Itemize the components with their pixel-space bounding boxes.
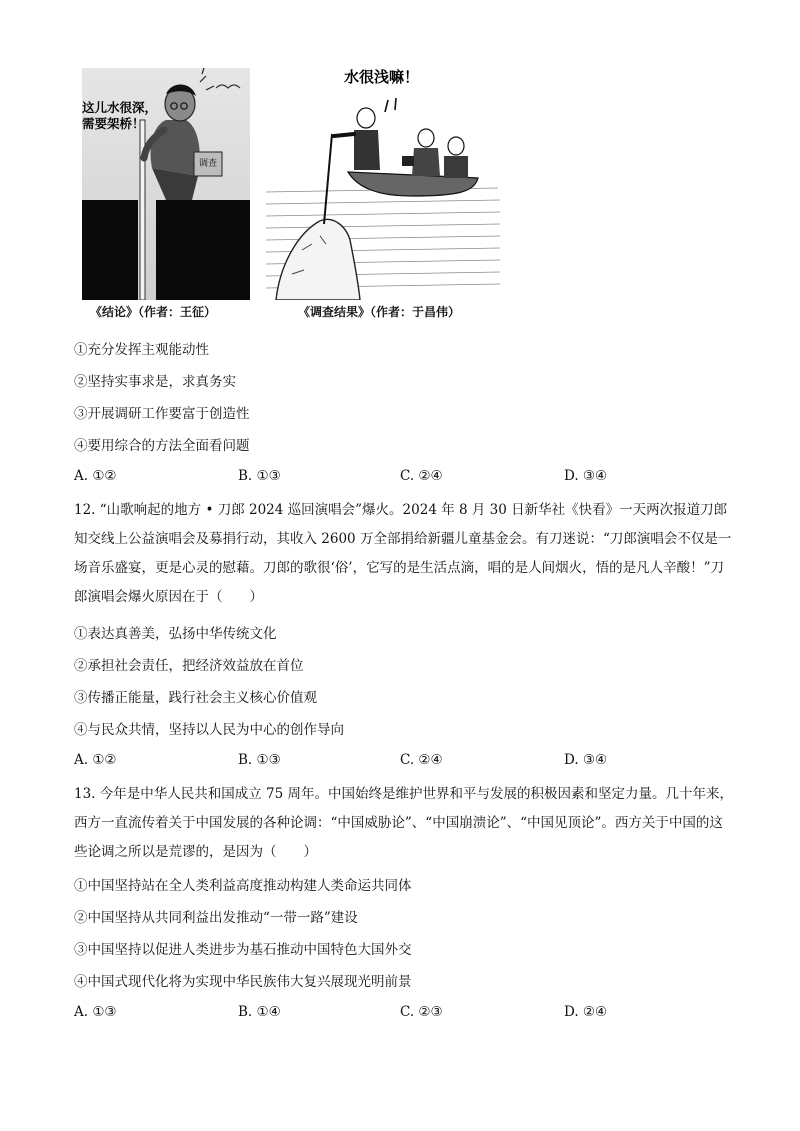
q13-option-3: ③中国坚持以促进人类进步为基石推动中国特色大国外交	[74, 942, 412, 958]
q13-choice-a[interactable]: A. ①③	[74, 1004, 117, 1020]
cartoon-survey-result	[262, 64, 504, 300]
speech-line-1: 这儿水很深，	[82, 100, 158, 115]
caption-survey-result: 《调查结果》（作者：于昌伟）	[298, 305, 461, 319]
box-stamp: 调查	[198, 159, 217, 169]
q12-choices	[74, 752, 734, 772]
q13-option-1: ①中国坚持站在全人类利益高度推动构建人类命运共同体	[74, 878, 412, 894]
q13-stem: 13. 今年是中华人民共和国成立 75 周年。中国始终是维护世界和平与发展的积极因素和坚定力量。几十年来，西方一直流传着关于中国发展的各种论调：“中国威胁论”、“中国崩溃论”、“中国见顶论”。西方关于中国的这些论调之所以是荒谬的，是因为（ ）	[74, 786, 734, 860]
q13-choices	[74, 1004, 734, 1024]
q12-option-1: ①表达真善美，弘扬中华传统文化	[74, 626, 277, 642]
q11-choice-d[interactable]: D. ③④	[564, 468, 608, 484]
caption-conclusion: 《结论》（作者：王征）	[90, 305, 217, 319]
q11-option-4: ④要用综合的方法全面看问题	[74, 438, 250, 454]
cartoon-survey-drawing	[262, 64, 504, 300]
q12-stem: 12. “山歌响起的地方 • 刀郎 2024 巡回演唱会”爆火。2024 年 8 月 30 日新华社《快看》一天两次报道刀郎知交线上公益演唱会及募捐行动，其收入 2600 万全部捐给新疆儿童基金会。有刀迷说：“刀郎演唱会不仅是一场音乐盛宴，更是心灵的慰藉。刀郎的歌很‘俗’，它写的是生活点滴，唱的是人间烟火，悟的是凡人辛酸！”刀郎演唱会爆火原因在于（ ）	[74, 502, 732, 605]
q12-option-2: ②承担社会责任，把经济效益放在首位	[74, 658, 304, 674]
q13-option-4: ④中国式现代化将为实现中华民族伟大复兴展现光明前景	[74, 974, 412, 990]
q11-choice-c[interactable]: C. ②④	[400, 468, 443, 484]
cartoon-conclusion	[82, 68, 250, 300]
q11-choice-b[interactable]: B. ①③	[238, 468, 281, 484]
speech-bubble-deep	[82, 100, 157, 132]
q12-option-4: ④与民众共情，坚持以人民为中心的创作导向	[74, 722, 344, 738]
q11-choices	[74, 468, 734, 488]
q12-choice-d[interactable]: D. ③④	[564, 752, 608, 768]
q11-option-2: ②坚持实事求是，求真务实	[74, 374, 236, 390]
speech-line-2: 需要架桥！	[82, 116, 145, 131]
q13-option-2: ②中国坚持从共同利益出发推动“一带一路”建设	[74, 910, 358, 926]
q12-choice-c[interactable]: C. ②④	[400, 752, 443, 768]
speech-shallow: 水很浅嘛！	[344, 68, 420, 86]
q12-choice-b[interactable]: B. ①③	[238, 752, 281, 768]
q13-choice-b[interactable]: B. ①④	[238, 1004, 281, 1020]
q13-choice-c[interactable]: C. ②③	[400, 1004, 443, 1020]
q13-choice-d[interactable]: D. ②④	[564, 1004, 608, 1020]
q11-option-3: ③开展调研工作要富于创造性	[74, 406, 250, 422]
q12-option-3: ③传播正能量，践行社会主义核心价值观	[74, 690, 317, 706]
q11-choice-a[interactable]: A. ①②	[74, 468, 117, 484]
q11-option-1: ①充分发挥主观能动性	[74, 342, 209, 358]
q12-choice-a[interactable]: A. ①②	[74, 752, 117, 768]
